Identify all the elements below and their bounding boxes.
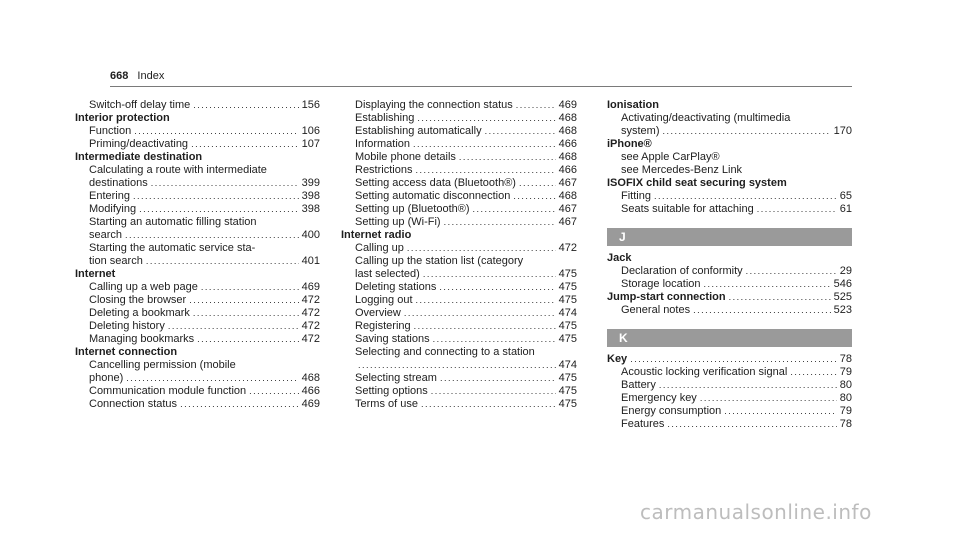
letter-section-band: J bbox=[607, 228, 852, 246]
page-ref: 475 bbox=[558, 385, 577, 397]
entry-text-line: Cancelling permission (mobile bbox=[89, 359, 236, 371]
page-ref: 475 bbox=[558, 333, 577, 345]
dot-leader bbox=[193, 99, 298, 112]
index-entry bbox=[607, 278, 852, 291]
page-ref: 468 bbox=[301, 372, 320, 384]
index-entry bbox=[75, 398, 320, 411]
entry-text: Function bbox=[89, 125, 132, 137]
index-heading: Internet connection bbox=[75, 346, 178, 358]
dot-leader bbox=[513, 190, 555, 203]
entry-text: Switch-off delay time bbox=[89, 99, 191, 111]
entry-text: Overview bbox=[355, 307, 401, 319]
entry-text: Information bbox=[355, 138, 411, 150]
letter-section-band: K bbox=[607, 329, 852, 347]
cross-reference: see Mercedes-Benz Link bbox=[621, 164, 743, 176]
index-entry bbox=[341, 294, 577, 307]
index-entry bbox=[341, 164, 577, 177]
dot-leader bbox=[180, 398, 299, 411]
page-ref: 468 bbox=[558, 151, 577, 163]
page-ref: 469 bbox=[558, 99, 577, 111]
dot-leader bbox=[693, 304, 831, 317]
page-ref: 107 bbox=[301, 138, 320, 150]
header-divider bbox=[110, 86, 852, 87]
entry-text: Energy consumption bbox=[621, 405, 722, 417]
dot-leader bbox=[485, 125, 556, 138]
index-column-3 bbox=[607, 99, 852, 431]
entry-text: Acoustic locking verification signal bbox=[621, 366, 788, 378]
page-ref: 80 bbox=[839, 392, 852, 404]
page-ref: 469 bbox=[301, 398, 320, 410]
dot-leader bbox=[439, 281, 555, 294]
entry-text-line: Starting an automatic filling station bbox=[89, 216, 257, 228]
page-ref: 466 bbox=[301, 385, 320, 397]
dot-leader bbox=[413, 138, 556, 151]
dot-leader bbox=[790, 366, 836, 379]
entry-text: Deleting a bookmark bbox=[89, 307, 190, 319]
page-ref: 475 bbox=[558, 372, 577, 384]
dot-leader bbox=[139, 203, 299, 216]
page-ref: 467 bbox=[558, 203, 577, 215]
index-entry bbox=[607, 125, 852, 138]
index-entry bbox=[341, 320, 577, 333]
entry-text: Saving stations bbox=[355, 333, 430, 345]
page-ref: 472 bbox=[301, 333, 320, 345]
page-ref: 80 bbox=[839, 379, 852, 391]
entry-text-line: Calling up the station list (category bbox=[355, 255, 524, 267]
index-entry bbox=[75, 294, 320, 307]
page-ref: 466 bbox=[558, 138, 577, 150]
dot-leader bbox=[201, 281, 299, 294]
dot-leader bbox=[417, 112, 555, 125]
index-entry bbox=[341, 203, 577, 216]
page-ref: 398 bbox=[301, 190, 320, 202]
entry-text: Setting options bbox=[355, 385, 428, 397]
entry-text: Features bbox=[621, 418, 665, 430]
index-entry bbox=[75, 203, 320, 216]
dot-leader bbox=[431, 385, 556, 398]
dot-leader bbox=[168, 320, 299, 333]
entry-text: Closing the browser bbox=[89, 294, 187, 306]
entry-text: Entering bbox=[89, 190, 130, 202]
dot-leader bbox=[473, 203, 556, 216]
entry-text: Registering bbox=[355, 320, 411, 332]
page-ref: 170 bbox=[833, 125, 852, 137]
dot-leader bbox=[133, 190, 299, 203]
index-entry bbox=[75, 372, 320, 385]
page-number: 668 bbox=[110, 70, 129, 82]
page-ref: 29 bbox=[839, 265, 852, 277]
page-ref: 400 bbox=[301, 229, 320, 241]
entry-text: Establishing automatically bbox=[355, 125, 482, 137]
dot-leader bbox=[440, 372, 556, 385]
entry-text: Establishing bbox=[355, 112, 415, 124]
index-entry bbox=[75, 190, 320, 203]
dot-leader bbox=[249, 385, 299, 398]
dot-leader bbox=[125, 229, 299, 242]
page-ref: 467 bbox=[558, 216, 577, 228]
dot-leader bbox=[151, 177, 299, 190]
page-ref: 399 bbox=[301, 177, 320, 189]
entry-text: phone) bbox=[89, 372, 124, 384]
dot-leader bbox=[358, 359, 556, 372]
page-ref: 523 bbox=[833, 304, 852, 316]
entry-text: Setting automatic disconnection bbox=[355, 190, 511, 202]
entry-text: Calling up a web page bbox=[89, 281, 198, 293]
entry-text: Displaying the connection status bbox=[355, 99, 513, 111]
index-heading: Interior protection bbox=[75, 112, 170, 124]
index-entry bbox=[341, 216, 577, 229]
index-entry bbox=[607, 190, 852, 203]
page-ref: 475 bbox=[558, 281, 577, 293]
entry-text: Declaration of conformity bbox=[621, 265, 743, 277]
dot-leader bbox=[189, 294, 298, 307]
index-entry bbox=[607, 418, 852, 431]
page-ref: 466 bbox=[558, 164, 577, 176]
dot-leader bbox=[191, 138, 299, 151]
index-heading: iPhone® bbox=[607, 138, 652, 150]
page-ref: 61 bbox=[839, 203, 852, 215]
page-ref: 78 bbox=[839, 418, 852, 430]
index-entry bbox=[607, 366, 852, 379]
dot-leader bbox=[134, 125, 298, 138]
index-entry bbox=[75, 307, 320, 320]
dot-leader bbox=[415, 164, 555, 177]
page-ref: 472 bbox=[301, 307, 320, 319]
index-entry bbox=[607, 291, 852, 304]
index-entry bbox=[75, 177, 320, 190]
entry-text: Deleting stations bbox=[355, 281, 437, 293]
dot-leader bbox=[126, 372, 298, 385]
entry-text: Mobile phone details bbox=[355, 151, 456, 163]
index-column-2 bbox=[341, 99, 577, 411]
entry-text: Deleting history bbox=[89, 320, 165, 332]
index-entry bbox=[341, 190, 577, 203]
dot-leader bbox=[516, 99, 556, 112]
index-entry bbox=[341, 112, 577, 125]
index-entry bbox=[341, 99, 577, 112]
page-ref: 475 bbox=[558, 320, 577, 332]
page-ref: 475 bbox=[558, 398, 577, 410]
page-ref: 475 bbox=[558, 268, 577, 280]
page-ref: 546 bbox=[833, 278, 852, 290]
entry-text: Fitting bbox=[621, 190, 651, 202]
entry-text: destinations bbox=[89, 177, 148, 189]
index-entry bbox=[341, 372, 577, 385]
entry-text: Managing bookmarks bbox=[89, 333, 195, 345]
dot-leader bbox=[746, 265, 837, 278]
index-entry bbox=[341, 385, 577, 398]
dot-leader bbox=[423, 268, 556, 281]
page-ref: 79 bbox=[839, 405, 852, 417]
page-ref: 79 bbox=[839, 366, 852, 378]
entry-text: Seats suitable for attaching bbox=[621, 203, 754, 215]
index-entry bbox=[341, 281, 577, 294]
page-header bbox=[110, 70, 164, 82]
index-entry bbox=[607, 203, 852, 216]
page-ref: 401 bbox=[301, 255, 320, 267]
entry-text: Setting up (Bluetooth®) bbox=[355, 203, 470, 215]
entry-text: Emergency key bbox=[621, 392, 697, 404]
entry-text: Setting up (Wi-Fi) bbox=[355, 216, 441, 228]
dot-leader bbox=[630, 353, 837, 366]
section-title: Index bbox=[137, 70, 165, 82]
index-entry bbox=[341, 268, 577, 281]
entry-text: Modifying bbox=[89, 203, 137, 215]
entry-text-line: Starting the automatic service sta- bbox=[89, 242, 256, 254]
index-entry bbox=[341, 177, 577, 190]
entry-text: Key bbox=[607, 353, 628, 365]
entry-text-line: Activating/deactivating (multimedia bbox=[621, 112, 791, 124]
page-ref: 474 bbox=[558, 307, 577, 319]
entry-text: Setting access data (Bluetooth®) bbox=[355, 177, 516, 189]
index-heading: Jack bbox=[607, 252, 632, 264]
index-entry bbox=[341, 242, 577, 255]
dot-leader bbox=[404, 307, 556, 320]
index-entry bbox=[341, 138, 577, 151]
entry-text: General notes bbox=[621, 304, 691, 316]
entry-text-line: Calculating a route with intermediate bbox=[89, 164, 267, 176]
dot-leader bbox=[654, 190, 837, 203]
dot-leader bbox=[700, 392, 837, 405]
index-entry bbox=[75, 333, 320, 346]
entry-text: Selecting stream bbox=[355, 372, 437, 384]
index-entry bbox=[75, 281, 320, 294]
entry-text: Terms of use bbox=[355, 398, 418, 410]
entry-text: system) bbox=[621, 125, 660, 137]
index-entry bbox=[607, 265, 852, 278]
index-entry bbox=[75, 125, 320, 138]
index-entry bbox=[341, 307, 577, 320]
index-entry bbox=[75, 138, 320, 151]
index-entry bbox=[607, 353, 852, 366]
page-ref: 156 bbox=[301, 99, 320, 111]
index-entry bbox=[75, 99, 320, 112]
page-ref: 106 bbox=[301, 125, 320, 137]
index-entry bbox=[607, 379, 852, 392]
index-heading: Internet bbox=[75, 268, 116, 280]
index-entry bbox=[75, 385, 320, 398]
entry-text: Storage location bbox=[621, 278, 701, 290]
page-ref: 474 bbox=[558, 359, 577, 371]
page-ref: 78 bbox=[839, 353, 852, 365]
page-ref: 468 bbox=[558, 190, 577, 202]
dot-leader bbox=[414, 320, 556, 333]
page-ref: 468 bbox=[558, 112, 577, 124]
dot-leader bbox=[433, 333, 556, 346]
index-entry bbox=[75, 320, 320, 333]
dot-leader bbox=[667, 418, 836, 431]
entry-text: Connection status bbox=[89, 398, 178, 410]
page-ref: 469 bbox=[301, 281, 320, 293]
index-entry bbox=[341, 333, 577, 346]
page-ref: 398 bbox=[301, 203, 320, 215]
dot-leader bbox=[146, 255, 299, 268]
page-ref: 65 bbox=[839, 190, 852, 202]
dot-leader bbox=[663, 125, 831, 138]
dot-leader bbox=[459, 151, 556, 164]
page-ref: 472 bbox=[301, 294, 320, 306]
index-entry bbox=[341, 398, 577, 411]
dot-leader bbox=[724, 405, 836, 418]
index-entry bbox=[75, 229, 320, 242]
cross-reference: see Apple CarPlay® bbox=[621, 151, 720, 163]
page-ref: 467 bbox=[558, 177, 577, 189]
page-ref: 525 bbox=[833, 291, 852, 303]
entry-text: tion search bbox=[89, 255, 143, 267]
dot-leader bbox=[193, 307, 299, 320]
dot-leader bbox=[519, 177, 556, 190]
entry-text: Restrictions bbox=[355, 164, 413, 176]
page-ref: 472 bbox=[558, 242, 577, 254]
index-entry bbox=[607, 405, 852, 418]
dot-leader bbox=[729, 291, 831, 304]
index-heading: Internet radio bbox=[341, 229, 412, 241]
entry-text: Communication module function bbox=[89, 385, 247, 397]
index-column-1 bbox=[75, 99, 320, 411]
index-entry bbox=[341, 125, 577, 138]
page-ref: 472 bbox=[301, 320, 320, 332]
index-heading: Intermediate destination bbox=[75, 151, 203, 163]
entry-text: Calling up bbox=[355, 242, 404, 254]
page-ref: 468 bbox=[558, 125, 577, 137]
entry-text: Priming/deactivating bbox=[89, 138, 189, 150]
index-heading: ISOFIX child seat securing system bbox=[607, 177, 787, 189]
entry-text: last selected) bbox=[355, 268, 420, 280]
dot-leader bbox=[757, 203, 837, 216]
index-entry bbox=[75, 255, 320, 268]
entry-text-line: Selecting and connecting to a station bbox=[355, 346, 535, 358]
dot-leader bbox=[421, 398, 556, 411]
index-heading: Ionisation bbox=[607, 99, 659, 111]
entry-text: Battery bbox=[621, 379, 656, 391]
entry-text: Jump-start connection bbox=[607, 291, 726, 303]
watermark: carmanualsonline.info bbox=[640, 500, 872, 524]
index-entry bbox=[341, 359, 577, 372]
dot-leader bbox=[407, 242, 556, 255]
index-entry bbox=[341, 151, 577, 164]
page-ref: 475 bbox=[558, 294, 577, 306]
dot-leader bbox=[197, 333, 298, 346]
dot-leader bbox=[444, 216, 556, 229]
entry-text: search bbox=[89, 229, 123, 241]
entry-text: Logging out bbox=[355, 294, 413, 306]
index-entry bbox=[607, 304, 852, 317]
index-entry bbox=[607, 392, 852, 405]
dot-leader bbox=[659, 379, 837, 392]
dot-leader bbox=[704, 278, 831, 291]
dot-leader bbox=[416, 294, 556, 307]
